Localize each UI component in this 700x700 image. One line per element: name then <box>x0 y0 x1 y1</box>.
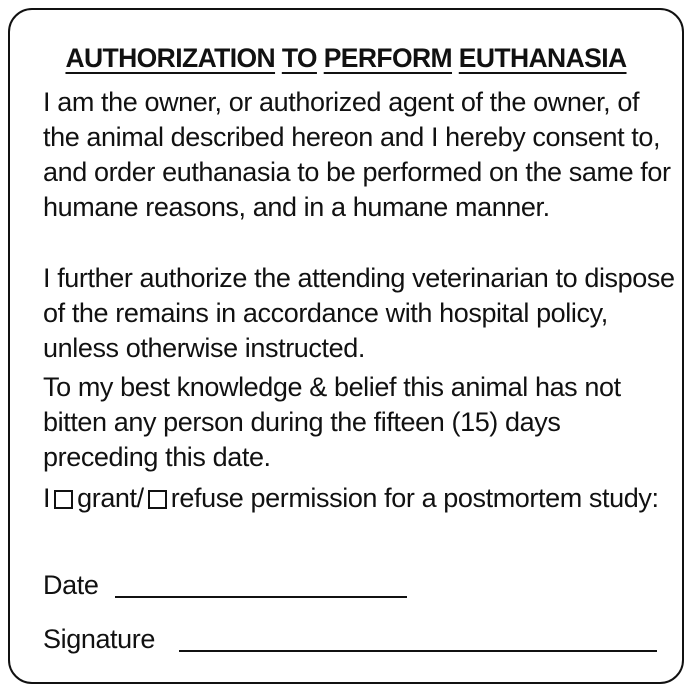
title-word-perform: PERFORM <box>323 43 453 73</box>
date-field-line[interactable] <box>115 596 407 598</box>
remains-disposal-paragraph: I further authorize the attending veterinarian to dispose of the remains in accordance with hospital policy, unless otherwise instructed. <box>43 263 675 363</box>
grant-checkbox[interactable] <box>54 490 73 509</box>
refuse-label: refuse permission for a postmortem study: <box>170 483 659 513</box>
grant-label: grant/ <box>77 483 144 513</box>
signature-field-line[interactable] <box>179 650 657 652</box>
title-word-to: TO <box>281 43 317 73</box>
title-word-euthanasia: EUTHANASIA <box>458 43 627 73</box>
title-word-authorization: AUTHORIZATION <box>65 43 276 73</box>
postmortem-prefix: I <box>43 483 51 513</box>
refuse-checkbox[interactable] <box>148 490 167 509</box>
date-label: Date <box>43 570 99 600</box>
signature-label: Signature <box>43 624 155 654</box>
form-title <box>30 40 662 76</box>
bite-statement-paragraph: To my best knowledge & belief this animal has not bitten any person during the fifteen (15) days preceding this date. <box>43 372 621 472</box>
postmortem-permission <box>43 481 679 516</box>
consent-paragraph: I am the owner, or authorized agent of the owner, of the animal described hereon and I hereby consent to, and order euthanasia to be performed on the same for humane reasons, and in a humane manner. <box>43 87 671 222</box>
